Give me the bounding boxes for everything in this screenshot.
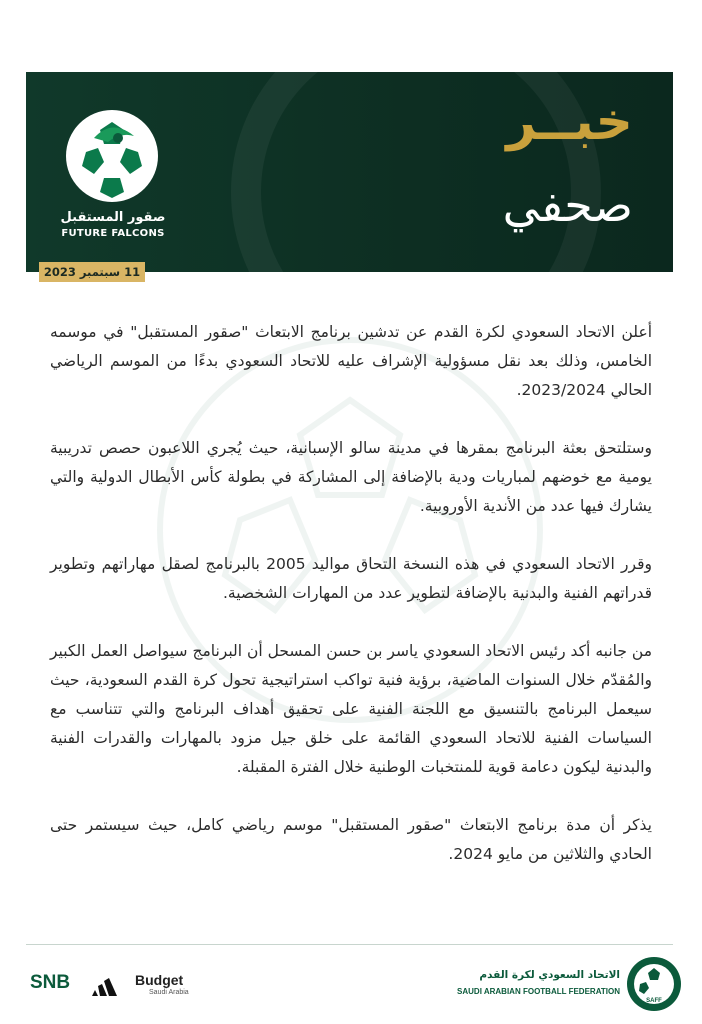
budget-logo-subtitle: Saudi Arabia <box>149 989 189 996</box>
snb-logo: SNB <box>30 972 71 993</box>
article-body <box>50 318 652 898</box>
future-falcons-logo-icon <box>64 108 160 204</box>
federation-name-english: SAUDI ARABIAN FOOTBALL FEDERATION <box>457 987 620 996</box>
saff-logo-text: SAFF <box>646 998 662 1004</box>
article-paragraph: وستلتحق بعثة البرنامج بمقرها في مدينة سالو الإسبانية، حيث يُجري اللاعبون حصص تدريبية يومية مع خوضهم لمباريات ودية بالإضافة إلى المشاركة في بطولة كأس الأبطال الدولية والتي يشارك فيها عدد من الأندية الأوروبية. <box>50 439 652 515</box>
header-banner <box>26 72 673 272</box>
article-paragraph: من جانبه أكد رئيس الاتحاد السعودي ياسر بن حسن المسحل أن البرنامج سيواصل العمل الكبير والمُقدّم خلال السنوات الماضية، برؤية فنية تواكب استراتيجية تحول كرة القدم السعودية، حيث سيعمل البرنامج بالتنسيق مع اللجنة الفنية على تحقيق أهداف البرنامج والتي تتناسب مع السياسات الفنية للاتحاد السعودي القائمة على خلق جيل مزود بالمهارات والقدرات الفنية والبدنية ليكون دعامة قوية للمنتخبات الوطنية خلال الفترة المقبلة. <box>50 642 652 776</box>
logo-arabic-text: صقور المستقبل <box>60 210 166 225</box>
budget-logo: Budget <box>135 972 184 988</box>
date-badge: 11 سبتمبر 2023 <box>39 262 145 282</box>
page-title: خبــر <box>506 92 633 152</box>
federation-name-arabic: الاتحاد السعودي لكرة القدم <box>479 969 620 981</box>
saff-logo-icon <box>626 956 682 1012</box>
article-paragraph: وقرر الاتحاد السعودي في هذه النسخة التحاق مواليد 2005 بالبرنامج لصقل مهاراتهم وتطوير قدراتهم الفنية والبدنية بالإضافة لتطوير عدد من المهارات الشخصية. <box>50 555 652 602</box>
footer-divider <box>26 944 673 945</box>
logo-english-text: FUTURE FALCONS <box>61 228 165 239</box>
page-subtitle: صحفي <box>502 178 633 232</box>
adidas-logo-icon <box>90 976 122 996</box>
article-paragraph: يذكر أن مدة برنامج الابتعاث "صقور المستقبل" موسم رياضي كامل، حيث سيستمر حتى الحادي والثلاثين من مايو 2024. <box>50 816 652 863</box>
article-paragraph: أعلن الاتحاد السعودي لكرة القدم عن تدشين برنامج الابتعاث "صقور المستقبل" في موسمه الخامس، وذلك بعد نقل مسؤولية الإشراف عليه للاتحاد السعودي بدءًا من الموسم الرياضي الحالي 2023/2024. <box>50 323 652 399</box>
